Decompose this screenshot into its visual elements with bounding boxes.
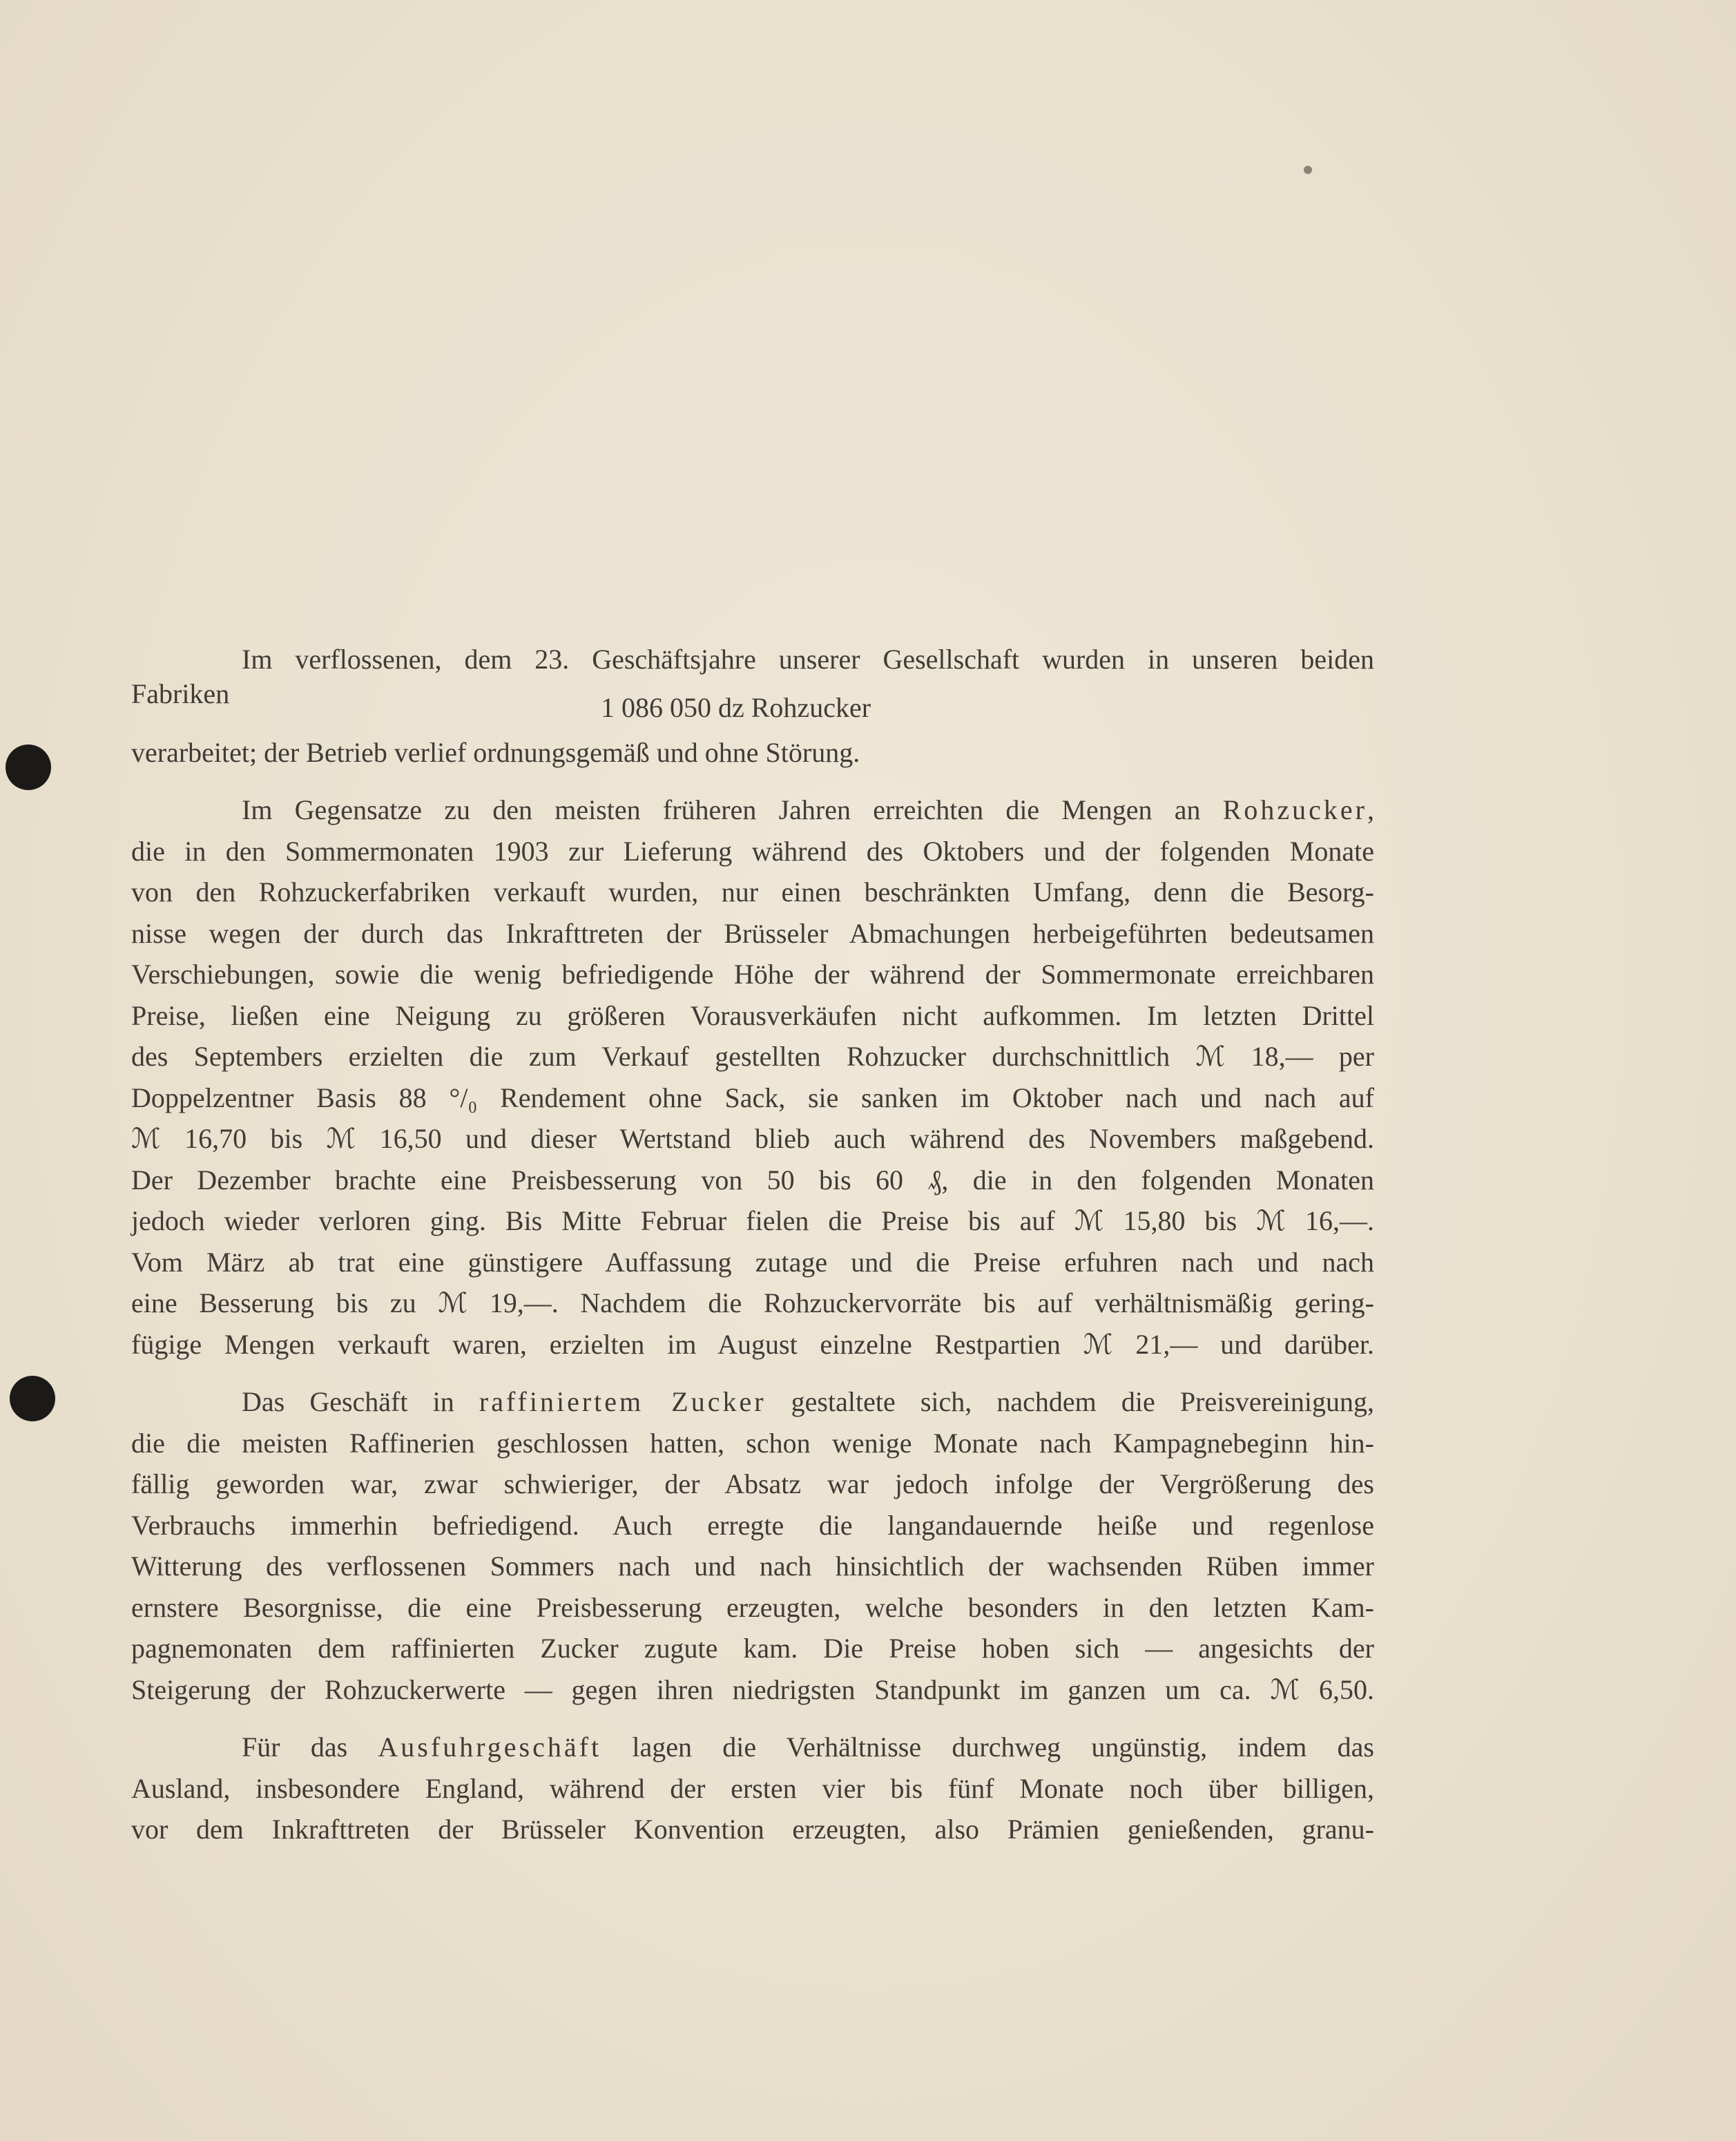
text-fabriken: Fabriken [131, 678, 230, 709]
text-line: Ausland, insbesondere England, während der ersten vier bis fünf Monate noch über billigen, [131, 1772, 1374, 1804]
emphasis-rohzucker: Rohzucker [1222, 794, 1367, 825]
punch-hole-upper [6, 745, 51, 790]
text-line: Der Dezember brachte eine Preisbesserung von 50 bis 60 ₰, die in den folgenden Monaten [131, 1164, 1374, 1196]
emphasis-ausfuhrgeschaeft: Ausfuhrgeschäft [378, 1731, 602, 1763]
text-line: pagnemonaten dem raffinierten Zucker zugute kam. Die Preise hoben sich — angesichts der [131, 1633, 1374, 1664]
text-line: Witterung des verflossenen Sommers nach und nach hinsichtlich der wachsenden Rüben immer [131, 1550, 1374, 1582]
text-line: Steigerung der Rohzuckerwerte — gegen ihren niedrigsten Standpunkt im ganzen um ca. ℳ 6,50. [131, 1673, 1374, 1705]
text-line: Preise, ließen eine Neigung zu größeren Vorausverkäufen nicht aufkommen. Im letzten Drittel [131, 999, 1374, 1031]
text-line: fügige Mengen verkauft waren, erzielten im August einzelne Restpartien ℳ 21,— und darüber. [131, 1328, 1374, 1360]
text-line: verarbeitet; der Betrieb verlief ordnungsgemäß und ohne Störung. [131, 736, 860, 768]
emphasis-raffinierter-zucker: raffiniertem Zucker [479, 1386, 766, 1417]
ink-speck [1304, 166, 1312, 174]
text-line: eine Besserung bis zu ℳ 19,—. Nachdem die Rohzuckervorräte bis auf verhältnismäßig gering- [131, 1287, 1374, 1318]
quantity-value: 1 086 050 dz Rohzucker [601, 691, 871, 723]
document-body [131, 639, 1374, 1850]
text-line: Verbrauchs immerhin befriedigend. Auch erregte die langandauernde heiße und regenlose [131, 1509, 1374, 1541]
text-line: nisse wegen der durch das Inkrafttreten der Brüsseler Abmachungen herbeigeführten bedeutsamen [131, 917, 1374, 949]
text-line: ernstere Besorgnisse, die eine Preisbesserung erzeugten, welche besonders in den letzten Kam- [131, 1591, 1374, 1623]
text-line: jedoch wieder verloren ging. Bis Mitte Februar fielen die Preise bis auf ℳ 15,80 bis ℳ 16,—. [131, 1205, 1374, 1236]
text-line: des Septembers erzielten die zum Verkauf gestellten Rohzucker durchschnittlich ℳ 18,— per [131, 1041, 1374, 1072]
text-line: Vom März ab trat eine günstigere Auffassung zutage und die Preise erfuhren nach und nach [131, 1246, 1374, 1278]
text-line: ℳ 16,70 bis ℳ 16,50 und dieser Wertstand blieb auch während des Novembers maßgebend. [131, 1123, 1374, 1154]
text-line: die in den Sommermonaten 1903 zur Lieferung während des Oktobers und der folgenden Monate [131, 835, 1374, 867]
text-line: vor dem Inkrafttreten der Brüsseler Konvention erzeugten, also Prämien genießenden, granu- [131, 1814, 1374, 1845]
quantity-row [131, 680, 1374, 732]
text-line: Verschiebungen, sowie die wenig befriedigende Höhe der während der Sommermonate erreichbaren [131, 959, 1374, 990]
text-line: Für das Ausfuhrgeschäft lagen die Verhältnisse durchweg ungünstig, indem das [242, 1731, 1374, 1763]
punch-hole-lower [10, 1376, 55, 1421]
text-line: Doppelzentner Basis 88 °/₀ Rendement ohne Sack, sie sanken im Oktober nach und nach auf [131, 1082, 1374, 1113]
text-line: Das Geschäft in raffiniertem Zucker gestaltete sich, nachdem die Preisvereinigung, [242, 1386, 1374, 1417]
text-line: fällig geworden war, zwar schwieriger, der Absatz war jedoch infolge der Vergrößerung des [131, 1468, 1374, 1499]
text-line: Im verflossenen, dem 23. Geschäftsjahre unserer Gesellschaft wurden in unseren beiden [242, 644, 1374, 675]
text-line: die die meisten Raffinerien geschlossen hatten, schon wenige Monate nach Kampagnebeginn hin- [131, 1427, 1374, 1459]
text-line: Im Gegensatze zu den meisten früheren Jahren erreichten die Mengen an Rohzucker, [242, 794, 1374, 825]
text-line: von den Rohzuckerfabriken verkauft wurden, nur einen beschränkten Umfang, denn die Besorg- [131, 876, 1374, 908]
